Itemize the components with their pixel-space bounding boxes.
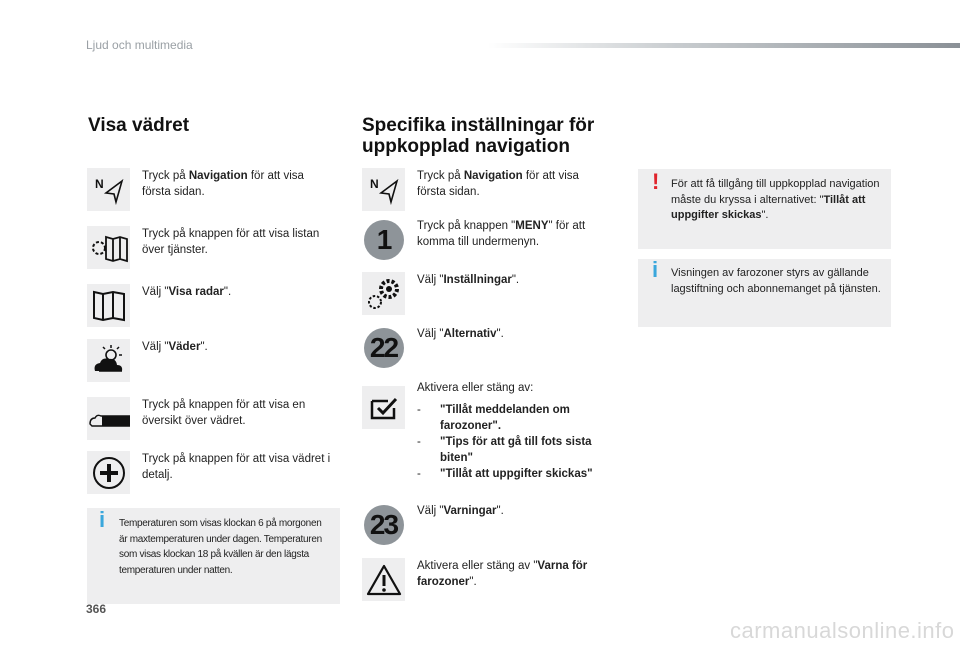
warning-triangle-icon[interactable]: [362, 558, 405, 601]
step-row: [87, 397, 332, 440]
info-note: [87, 508, 340, 604]
row-text: Välj "Visa radar".: [142, 286, 232, 298]
warning-note: [638, 169, 891, 249]
row-text: Tryck på Navigation för att visa första sidan.: [417, 170, 579, 198]
warning-icon: !: [652, 169, 660, 194]
row-text: Välj "Alternativ".: [417, 328, 504, 340]
step-row: [362, 168, 602, 211]
step-row: [362, 503, 602, 546]
page-number: 366: [86, 602, 107, 616]
step-row: [362, 326, 602, 369]
svg-text:N: N: [369, 176, 379, 191]
checkbox-icon[interactable]: [362, 386, 405, 429]
step-number-badge: 23: [362, 503, 405, 546]
row-text: Tryck på knappen för att visa vädret i detalj.: [142, 453, 331, 481]
step-row: [87, 168, 327, 211]
navigation-icon[interactable]: [362, 168, 405, 211]
row-text: Aktivera eller stäng av "Varna för farozoner".: [417, 560, 588, 588]
step-row: [362, 218, 602, 261]
map-icon[interactable]: [87, 284, 130, 327]
step-number-badge: 1: [362, 218, 405, 261]
row-text: Aktivera eller stäng av:: [417, 382, 534, 394]
svg-text:N: N: [94, 176, 104, 191]
option-list: [417, 402, 612, 482]
cloud-bar-icon[interactable]: [87, 397, 130, 440]
heading-show-weather: Visa vädret: [88, 115, 190, 136]
step-row: [87, 451, 332, 494]
row-text: Tryck på knappen "MENY" för att komma till undermenyn.: [417, 220, 586, 248]
settings-map-icon[interactable]: [87, 226, 130, 269]
info-icon: i: [99, 507, 106, 532]
info-note: [638, 259, 891, 327]
row-text: Tryck på knappen för att visa en översikt över vädret.: [142, 399, 306, 427]
list-item: - "Tillåt att uppgifter skickas": [417, 468, 593, 480]
note-text: Temperaturen som visas klockan 6 på morgonen är maxtemperaturen under dagen. Temperaturen som visas klockan 18 på kvällen är den lägsta temperaturen under natten.: [119, 518, 322, 576]
list-item: - "Tillåt meddelanden om farozoner".: [417, 404, 570, 432]
weather-icon[interactable]: [87, 339, 130, 382]
section-title: Ljud och multimedia: [86, 38, 193, 52]
row-text: Välj "Varningar".: [417, 505, 504, 517]
step-row: [87, 339, 332, 382]
row-text: Välj "Väder".: [142, 341, 208, 353]
step-row: [362, 558, 607, 601]
header-divider: [488, 43, 960, 48]
row-text: Välj "Inställningar".: [417, 274, 520, 286]
list-item: - "Tips för att gå till fots sista biten": [417, 436, 592, 464]
navigation-icon[interactable]: [87, 168, 130, 211]
info-icon: i: [652, 257, 659, 282]
note-text: Visningen av farozoner styrs av gällande lagstiftning och abonnemanget på tjänsten.: [671, 267, 881, 295]
settings-gears-icon[interactable]: [362, 272, 405, 315]
step-number-badge: 22: [362, 326, 405, 369]
step-row: [87, 284, 332, 327]
watermark: carmanualsonline.info: [730, 618, 955, 643]
heading-connected-navigation: Specifika inställningar för uppkopplad navigation: [362, 115, 595, 157]
step-row: [362, 272, 602, 315]
step-row: [87, 226, 332, 269]
step-row: [362, 380, 612, 482]
row-text: Tryck på Navigation för att visa första sidan.: [142, 170, 304, 198]
row-text: Tryck på knappen för att visa listan över tjänster.: [142, 228, 320, 256]
note-text: För att få tillgång till uppkopplad navigation måste du kryssa i alternativet: "Tillåt att uppgifter skickas".: [671, 178, 880, 221]
plus-circle-icon[interactable]: [87, 451, 130, 494]
